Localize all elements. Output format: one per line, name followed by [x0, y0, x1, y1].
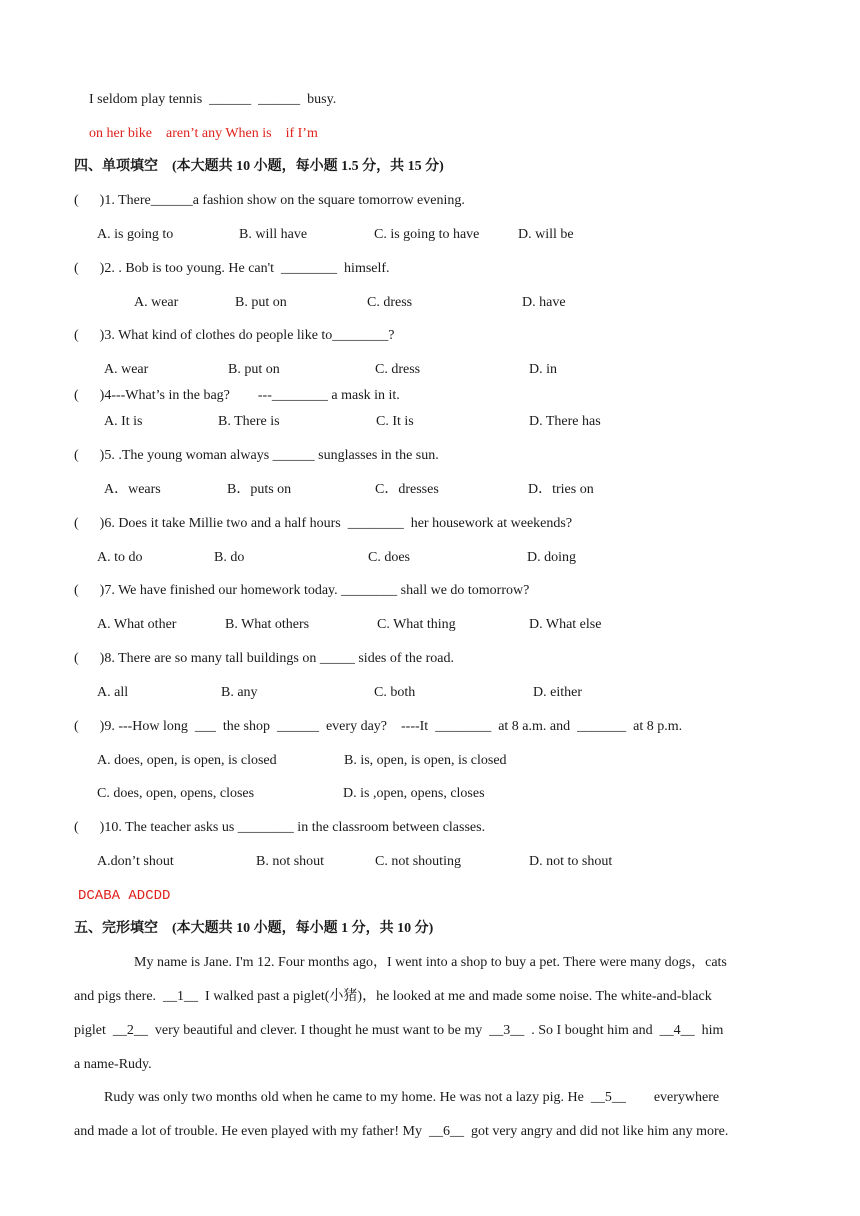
cloze-p1-line2 [74, 988, 712, 1006]
question-5: ( )5. .The young woman always ______ sunglasses in the sun. [74, 448, 439, 463]
cloze-blank-2: __2__ [112, 1023, 148, 1038]
cloze-p1-line1: My name is Jane. I'm 12. Four months ago，I went into a shop to buy a pet. There were many dogs，cats [134, 955, 727, 970]
q9-option-d: D. is ,open, opens, closes [343, 786, 485, 801]
tennis-sentence: I seldom play tennis ______ ______ busy. [89, 92, 337, 107]
cloze-text: everywhere [625, 1090, 720, 1105]
cloze-blank-3: __3__ [489, 1023, 525, 1038]
q10-option-d: D. not to shout [529, 854, 613, 869]
q3-option-c: C. dress [375, 362, 421, 377]
cloze-blank-4: __4__ [659, 1023, 695, 1038]
q4-option-b: B. There is [218, 414, 280, 429]
q8-option-d: D. either [533, 685, 582, 700]
q2-option-b: B. put on [235, 295, 287, 310]
q10-option-b: B. not shout [256, 854, 325, 869]
question-10: ( )10. The teacher asks us ________ in the classroom between classes. [74, 820, 486, 835]
q6-option-c: C. does [368, 550, 410, 565]
q6-option-a: A. to do [97, 550, 143, 565]
cloze-text: piglet [74, 1023, 113, 1038]
q2-option-c: C. dress [367, 295, 413, 310]
q4-option-d: D. There has [529, 414, 601, 429]
question-7: ( )7. We have finished our homework today. ________ shall we do tomorrow? [74, 583, 530, 598]
q1-option-a: A. is going to [97, 227, 174, 242]
cloze-text: and pigs there. [74, 989, 164, 1004]
section4-heading [74, 158, 444, 176]
q7-option-c: C. What thing [377, 617, 456, 632]
question-6: ( )6. Does it take Millie two and a half hours ________ her housework at weekends? [74, 516, 573, 531]
question-1: ( )1. There______a fashion show on the square tomorrow evening. [74, 193, 465, 208]
cloze-text: got very angry and did not like him any more. [463, 1124, 729, 1139]
q7-option-d: D. What else [529, 617, 602, 632]
q8-option-b: B. any [221, 685, 258, 700]
section4-answer-key: DCABA ADCDD [78, 888, 171, 904]
cloze-p2-line2 [74, 1123, 728, 1141]
q9-option-c: C. does, open, opens, closes [97, 786, 255, 801]
q7-option-a: A. What other [97, 617, 177, 632]
q3-option-b: B. put on [228, 362, 280, 377]
q6-option-b: B. do [214, 550, 245, 565]
q5-option-a: A．wears [104, 482, 161, 497]
section5-note: (本大题共 10 小题，每小题 1 分，共 10 分) [172, 921, 434, 936]
cloze-p2-line1 [104, 1089, 719, 1107]
question-8: ( )8. There are so many tall buildings on _____ sides of the road. [74, 651, 454, 666]
q7-option-b: B. What others [225, 617, 310, 632]
cloze-text: I walked past a piglet(小猪)，he looked at me and made some noise. The white-and-black [198, 989, 712, 1004]
q2-option-d: D. have [522, 295, 566, 310]
question-4: ( )4---What’s in the bag? ---________ a mask in it. [74, 388, 400, 403]
question-3: ( )3. What kind of clothes do people like to________? [74, 328, 395, 343]
q6-option-d: D. doing [527, 550, 576, 565]
section5-heading [74, 920, 433, 938]
q9-option-a: A. does, open, is open, is closed [97, 753, 277, 768]
red-answer-key: on her bike aren’t any When is if I’m [89, 126, 318, 141]
q8-option-c: C. both [374, 685, 416, 700]
q1-option-c: C. is going to have [374, 227, 480, 242]
section4-note: (本大题共 10 小题，每小题 1.5 分，共 15 分) [172, 159, 444, 174]
section5-title: 五、完形填空 [74, 921, 158, 936]
section4-title: 四、单项填空 [74, 159, 158, 174]
q8-option-a: A. all [97, 685, 129, 700]
q2-option-a: A. wear [134, 295, 179, 310]
q5-option-c: C．dresses [375, 482, 439, 497]
q10-option-c: C. not shouting [375, 854, 461, 869]
cloze-blank-6: __6__ [428, 1124, 464, 1139]
cloze-text: and made a lot of trouble. He even played with my father! My [74, 1124, 429, 1139]
cloze-blank-5: __5__ [590, 1090, 626, 1105]
cloze-p1-line4: a name-Rudy. [74, 1057, 152, 1072]
q5-option-b: B．puts on [227, 482, 292, 497]
cloze-text: very beautiful and clever. I thought he must want to be my [147, 1023, 490, 1038]
q3-option-d: D. in [529, 362, 557, 377]
q10-option-a: A.don’t shout [97, 854, 174, 869]
question-2: ( )2. . Bob is too young. He can't ________ himself. [74, 261, 390, 276]
q9-option-b: B. is, open, is open, is closed [344, 753, 507, 768]
q3-option-a: A. wear [104, 362, 149, 377]
q4-option-c: C. It is [376, 414, 414, 429]
cloze-blank-1: __1__ [163, 989, 199, 1004]
q1-option-b: B. will have [239, 227, 308, 242]
q1-option-d: D. will be [518, 227, 574, 242]
q5-option-d: D．tries on [528, 482, 594, 497]
cloze-text: Rudy was only two months old when he came to my home. He was not a lazy pig. He [104, 1090, 591, 1105]
cloze-p1-line3 [74, 1022, 723, 1040]
cloze-text: . So I bought him and [524, 1023, 660, 1038]
question-9: ( )9. ---How long ___ the shop ______ every day? ----It ________ at 8 a.m. and _______ at 8 p.m. [74, 719, 683, 734]
q4-option-a: A. It is [104, 414, 143, 429]
cloze-text: him [694, 1023, 724, 1038]
